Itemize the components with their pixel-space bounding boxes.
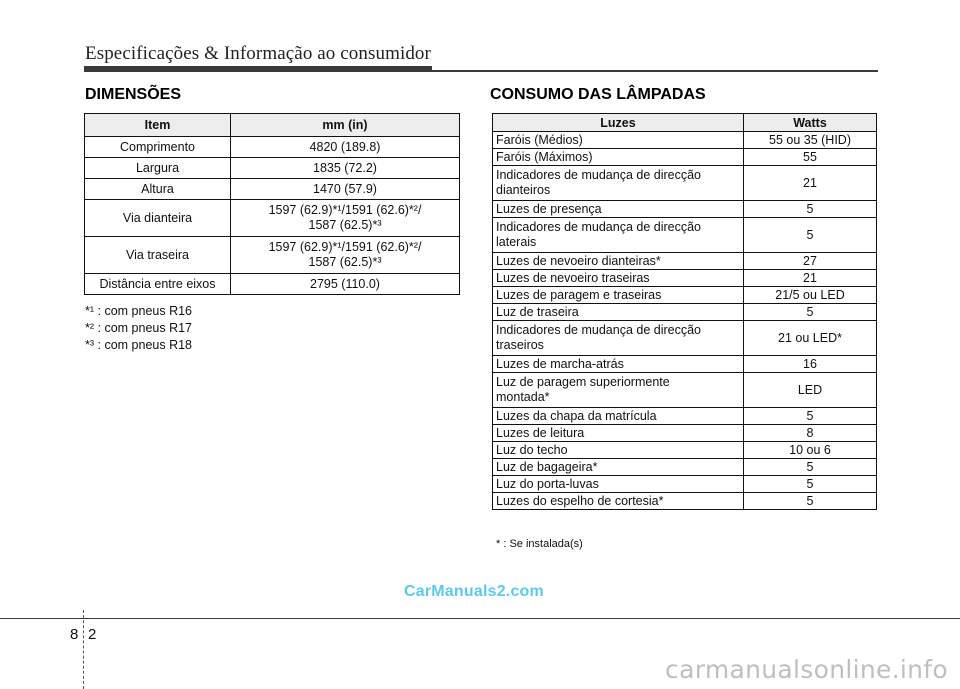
- cell-lamp-name: [493, 270, 744, 287]
- cell-watts: 21/5 ou LED: [744, 287, 877, 304]
- table-row: [493, 493, 877, 510]
- footer-divider: [83, 610, 84, 689]
- cell-value: 1470 (57.9): [231, 179, 460, 200]
- dimensions-footnotes: [85, 303, 192, 354]
- dimensions-table: [84, 113, 460, 295]
- cell-item: Via traseira: [85, 237, 231, 274]
- cell-value: 4820 (189.8): [231, 137, 460, 158]
- cell-lamp-name-line: Luz de bagageira*: [496, 459, 598, 474]
- cell-lamp-name: [493, 493, 744, 510]
- table-row: [493, 373, 877, 408]
- footnote-text: : com pneus R17: [94, 321, 192, 335]
- table-row: [493, 321, 877, 356]
- table-row: [493, 425, 877, 442]
- table-row: [493, 132, 877, 149]
- header-bar: [84, 66, 432, 72]
- dimensions-title: DIMENSÕES: [85, 86, 182, 103]
- cell-lamp-name-line: Faróis (Médios): [496, 132, 583, 147]
- cell-watts: 16: [744, 356, 877, 373]
- cell-watts: 5: [744, 304, 877, 321]
- cell-watts: 55: [744, 149, 877, 166]
- column-header-mm: mm (in): [231, 114, 460, 137]
- cell-lamp-name: [493, 373, 744, 408]
- bulbs-note: * : Se instalada(s): [496, 538, 583, 550]
- table-row: [85, 274, 460, 295]
- cell-lamp-name: [493, 253, 744, 270]
- cell-watts: 5: [744, 218, 877, 253]
- cell-lamp-name-line: laterais: [496, 235, 537, 249]
- cell-lamp-name-line: Luzes de leitura: [496, 425, 585, 440]
- footnote: [85, 303, 192, 320]
- cell-lamp-name: [493, 459, 744, 476]
- cell-value: 2795 (110.0): [231, 274, 460, 295]
- cell-lamp-name-line: Luzes do espelho de cortesia*: [496, 493, 664, 508]
- table-row: [85, 137, 460, 158]
- cell-value-line: 1587 (62.5)*³: [308, 255, 382, 269]
- table-row: [493, 459, 877, 476]
- table-row: [493, 253, 877, 270]
- cell-lamp-name: [493, 149, 744, 166]
- cell-lamp-name: [493, 201, 744, 218]
- cell-lamp-name: [493, 442, 744, 459]
- cell-lamp-name-line: Luz de traseira: [496, 304, 579, 319]
- cell-lamp-name-line: Luzes de marcha-atrás: [496, 356, 624, 371]
- cell-lamp-name-line: Luz do porta-luvas: [496, 476, 599, 491]
- table-row: [493, 270, 877, 287]
- table-row: [493, 442, 877, 459]
- table-row: [493, 476, 877, 493]
- cell-lamp-name: [493, 425, 744, 442]
- cell-lamp-name-line: Luzes de paragem e traseiras: [496, 287, 662, 302]
- footnote-mark: *²: [85, 321, 95, 335]
- cell-watts: 55 ou 35 (HID): [744, 132, 877, 149]
- page-number: 2: [88, 626, 97, 643]
- header-rule: [432, 70, 878, 72]
- cell-watts: 21: [744, 270, 877, 287]
- cell-watts: 21 ou LED*: [744, 321, 877, 356]
- cell-lamp-name: [493, 356, 744, 373]
- section-number: 8: [70, 626, 79, 643]
- cell-item: Largura: [85, 158, 231, 179]
- cell-lamp-name-line: Indicadores de mudança de direcção: [496, 220, 701, 234]
- cell-lamp-name-line: Luz de paragem superiormente: [496, 375, 670, 389]
- cell-lamp-name: [493, 132, 744, 149]
- column-header-item: Item: [85, 114, 231, 137]
- table-row: [85, 158, 460, 179]
- cell-lamp-name-line: Luzes de nevoeiro dianteiras*: [496, 253, 661, 268]
- table-row: [493, 304, 877, 321]
- cell-lamp-name: [493, 321, 744, 356]
- cell-value: [231, 237, 460, 274]
- cell-value: 1835 (72.2): [231, 158, 460, 179]
- cell-lamp-name-line: dianteiros: [496, 183, 551, 197]
- cell-lamp-name-line: Luzes da chapa da matrícula: [496, 408, 657, 423]
- table-row: [493, 166, 877, 201]
- cell-watts: 5: [744, 408, 877, 425]
- cell-value-line: 1597 (62.9)*¹/1591 (62.6)*²/: [268, 240, 422, 254]
- cell-watts: 21: [744, 166, 877, 201]
- cell-watts: 10 ou 6: [744, 442, 877, 459]
- cell-lamp-name-line: Luz do techo: [496, 442, 568, 457]
- cell-lamp-name: [493, 218, 744, 253]
- table-row: [85, 179, 460, 200]
- cell-item: Altura: [85, 179, 231, 200]
- bulbs-table: [492, 113, 877, 510]
- cell-watts: 5: [744, 493, 877, 510]
- cell-item: Comprimento: [85, 137, 231, 158]
- table-row: [493, 408, 877, 425]
- column-header-watts: Watts: [744, 114, 877, 132]
- cell-value-line: 1587 (62.5)*³: [308, 218, 382, 232]
- cell-lamp-name: [493, 476, 744, 493]
- cell-lamp-name: [493, 166, 744, 201]
- cell-watts: LED: [744, 373, 877, 408]
- table-row: [493, 201, 877, 218]
- column-header-luzes: Luzes: [493, 114, 744, 132]
- footnote: [85, 337, 192, 354]
- watermark-link[interactable]: CarManuals2.com: [404, 583, 544, 600]
- cell-lamp-name-line: montada*: [496, 390, 550, 404]
- cell-item: Distância entre eixos: [85, 274, 231, 295]
- cell-value: [231, 200, 460, 237]
- bulbs-table-body: [493, 132, 877, 510]
- cell-watts: 5: [744, 459, 877, 476]
- page-header-title: Especificações & Informação ao consumidor: [85, 43, 431, 64]
- table-row: [493, 356, 877, 373]
- bulbs-title: CONSUMO DAS LÂMPADAS: [490, 86, 706, 103]
- table-row: [85, 200, 460, 237]
- table-header-row: [85, 114, 460, 137]
- cell-item: Via dianteira: [85, 200, 231, 237]
- cell-lamp-name-line: Indicadores de mudança de direcção: [496, 168, 701, 182]
- table-row: [85, 237, 460, 274]
- cell-watts: 5: [744, 201, 877, 218]
- footnote-mark: *³: [85, 338, 95, 352]
- table-row: [493, 149, 877, 166]
- cell-lamp-name: [493, 287, 744, 304]
- cell-lamp-name-line: traseiros: [496, 338, 544, 352]
- footnote-mark: *¹: [85, 304, 95, 318]
- cell-lamp-name-line: Indicadores de mudança de direcção: [496, 323, 701, 337]
- table-header-row: [493, 114, 877, 132]
- cell-lamp-name: [493, 408, 744, 425]
- cell-lamp-name: [493, 304, 744, 321]
- cell-watts: 27: [744, 253, 877, 270]
- cell-lamp-name-line: Luzes de presença: [496, 201, 602, 216]
- footnote-text: : com pneus R16: [94, 304, 192, 318]
- footer-rule: [0, 618, 960, 619]
- footer-watermark: carmanualsonline.info: [665, 655, 948, 684]
- cell-lamp-name-line: Luzes de nevoeiro traseiras: [496, 270, 650, 285]
- cell-watts: 5: [744, 476, 877, 493]
- cell-lamp-name-line: Faróis (Máximos): [496, 149, 593, 164]
- cell-watts: 8: [744, 425, 877, 442]
- table-row: [493, 287, 877, 304]
- footnote: [85, 320, 192, 337]
- table-row: [493, 218, 877, 253]
- footnote-text: : com pneus R18: [94, 338, 192, 352]
- cell-value-line: 1597 (62.9)*¹/1591 (62.6)*²/: [268, 203, 422, 217]
